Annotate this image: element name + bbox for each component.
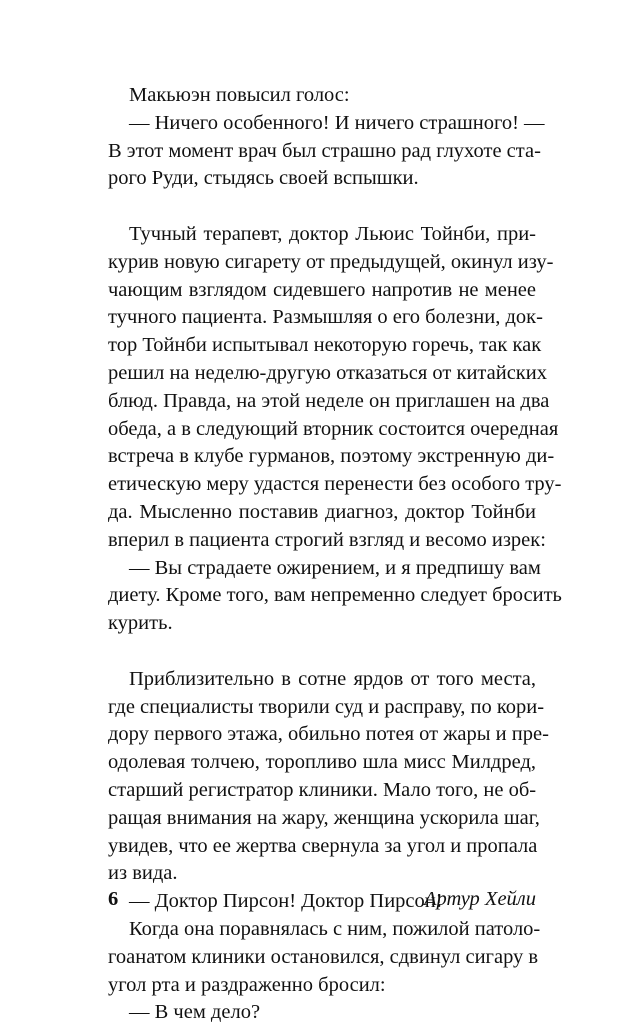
text-line: курив новую сигарету от предыдущей, окинул изу-	[108, 250, 554, 273]
text-line: Когда она поравнялась с ним, пожилой патоло-	[129, 917, 541, 940]
text-line: ращая внимания на жару, женщина ускорила шаг,	[108, 806, 540, 829]
text-line: чающим взглядом сидевшего напротив не менее	[108, 278, 536, 301]
text-line: дору первого этажа, обильно потея от жары и пре-	[108, 723, 549, 746]
text-line: Тучный терапевт, доктор Льюис Тойнби, при-	[129, 222, 536, 245]
text-line: — В чем дело?	[129, 1001, 261, 1024]
section-gap	[108, 193, 536, 221]
running-head-author: Артур Хейли	[423, 888, 536, 910]
text-line: обеда, а в следующий вторник состоится очередная	[108, 417, 559, 440]
text-line: тучного пациента. Размышляя о его болезни, док-	[108, 306, 543, 329]
text-line: гоанатом клиники остановился, сдвинул сигару в	[108, 945, 539, 968]
text-line: Приблизительно в сотне ярдов от того места,	[129, 667, 536, 690]
page-footer	[108, 888, 536, 916]
text-line: блюд. Правда, на этой неделе он приглашен на два	[108, 389, 550, 412]
text-line: где специалисты творили суд и расправу, по кори-	[108, 695, 545, 718]
paragraph	[108, 82, 545, 193]
text-line: решил на неделю-другую отказаться от китайских	[108, 361, 547, 384]
text-line: тор Тойнби испытывал некоторую горечь, так как	[108, 334, 542, 357]
paragraph	[108, 666, 549, 1027]
text-line: курить.	[108, 612, 173, 635]
page-number: 6	[108, 888, 119, 910]
text-line: — Ничего особенного! И ничего страшного! —	[129, 111, 545, 134]
text-line: да. Мысленно поставив диагноз, доктор Тойнби	[108, 500, 536, 523]
text-line: старший регистратор клиники. Мало того, не об-	[108, 778, 537, 801]
text-line: рого Руди, стыдясь своей вспышки.	[108, 167, 419, 190]
text-line: В этот момент врач был страшно рад глухоте ста-	[108, 139, 541, 162]
paragraph	[108, 221, 562, 638]
page-body	[108, 82, 562, 1027]
text-line: Макьюэн повысил голос:	[129, 84, 350, 106]
text-line: етическую меру удастся перенести без особого тру-	[108, 473, 562, 496]
text-line: из вида.	[108, 862, 178, 885]
text-line: — Доктор Пирсон! Доктор Пирсон!	[129, 890, 443, 913]
text-line: — Вы страдаете ожирением, и я предпишу вам	[129, 556, 541, 579]
text-line: диету. Кроме того, вам непременно следует бросить	[108, 584, 562, 607]
text-line: увидев, что ее жертва свернула за угол и пропала	[108, 834, 538, 857]
section-gap	[108, 638, 536, 666]
text-line: вперил в пациента строгий взгляд и весомо изрек:	[108, 528, 546, 551]
text-line: встреча в клубе гурманов, поэтому экстренную ди-	[108, 445, 555, 468]
text-line: одолевая толчею, торопливо шла мисс Милдред,	[108, 751, 536, 774]
text-line: угол рта и раздраженно бросил:	[108, 973, 386, 996]
